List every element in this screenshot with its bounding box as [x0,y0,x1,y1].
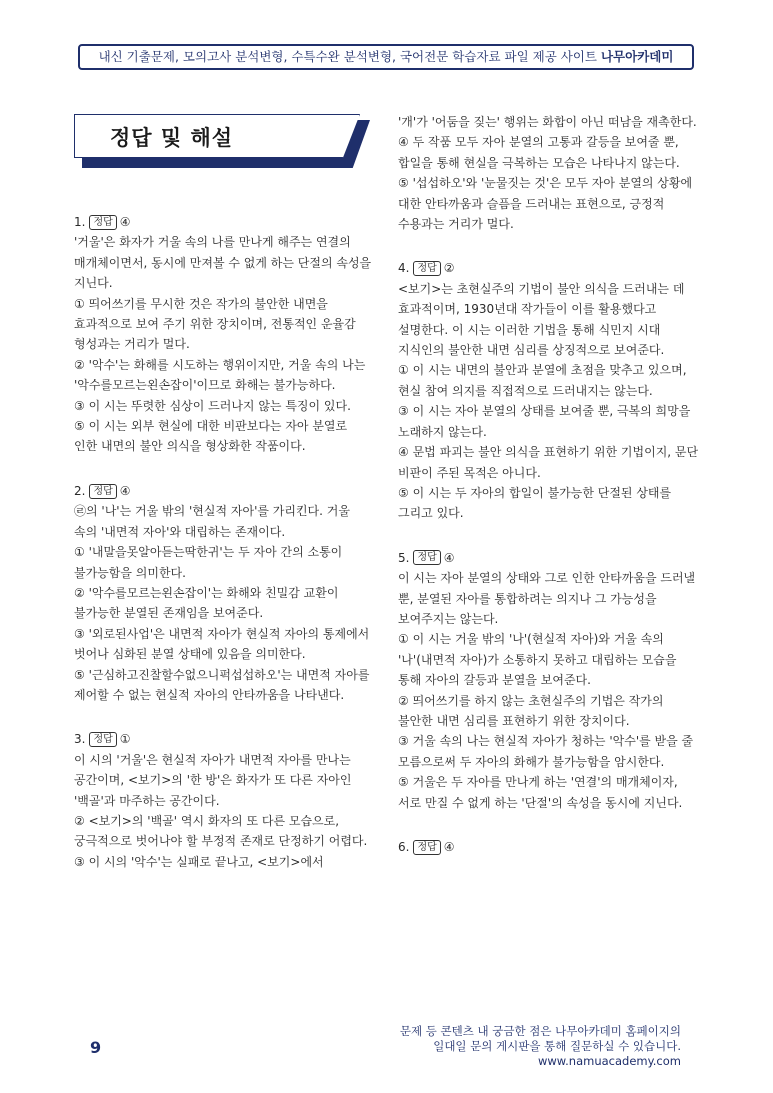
right-column [398,112,700,857]
explanation-line: ① '내말을못알아듣는딱한귀'는 두 자아 간의 소통이 불가능함을 의미한다. [74,545,343,580]
explanation-line: ㉣의 '나'는 거울 밖의 '현실적 자아'를 가리킨다. 거울 속의 '내면적 자아'와 대립하는 존재이다. [74,504,350,539]
question-number: 4. [398,261,410,276]
explanation-line: '개'가 '어둠을 짖는' 행위는 화합이 아닌 떠남을 재촉한다. [398,115,697,129]
explanation-line: ① 띄어쓰기를 무시한 것은 작가의 불안한 내면을 효과적으로 보여 주기 위한 장치이며, 전통적인 운율감 형성과는 거리가 멀다. [74,296,356,352]
explanation-line: ① 이 시는 거울 밖의 '나'(현실적 자아)와 거울 속의 '나'(내면적 자아)가 소통하지 못하고 대립하는 모습을 통해 자아의 갈등과 분열을 보여준다. [398,632,677,688]
section-title: 정답 및 해설 [110,126,234,150]
answer-header-5 [398,548,700,568]
answer-value: ④ [119,483,131,498]
answer-header-4 [398,258,700,278]
explanation-line: ② '악수를모르는왼손잡이'는 화해와 친밀감 교환이 불가능한 분열된 존재임을 보여준다. [74,585,339,621]
question-number: 3. [74,732,86,747]
top-banner [78,44,694,70]
answer-badge: 정답 [89,215,116,230]
question-number: 5. [398,550,410,565]
explanation-line: 이 시는 자아 분열의 상태와 그로 인한 안타까움을 드러낼 뿐, 분열된 자아를 통합하려는 의지나 그 가능성을 보여주지는 않는다. [398,571,696,626]
answer-badge: 정답 [413,550,440,565]
answer-header-1 [74,212,372,232]
explanation-line: ⑤ 이 시는 두 자아의 합일이 불가능한 단절된 상태를 그리고 있다. [398,485,672,521]
answer-value: ④ [443,550,455,565]
explanation-line: 이 시의 '거울'은 현실적 자아가 내면적 자아를 만나는 공간이며, <보기>의 '한 방'은 화자가 또 다른 자아인 '백골'과 마주하는 공간이다. [74,752,352,808]
explanation-line: ① 이 시는 내면의 불안과 분열에 초점을 맞추고 있으며, 현실 참여 의지를 직접적으로 드러내지는 않는다. [398,363,687,398]
page-number: 9 [90,1038,102,1057]
explanation-line: ⑤ 거울은 두 자아를 만나게 하는 '연결'의 매개체이자, 서로 만질 수 없게 하는 '단절'의 속성을 동시에 지닌다. [398,775,683,810]
section-title-box [74,114,370,168]
explanation-line: ② <보기>의 '백골' 역시 화자의 또 다른 모습으로, 궁극적으로 벗어나야 할 부정적 존재로 단정하기 어렵다. [74,813,368,849]
explanation-line: ② 띄어쓰기를 하지 않는 초현실주의 기법은 작가의 불안한 내면 심리를 표현하기 위한 장치이다. [398,693,664,728]
explanation-line: ③ 이 시는 뚜렷한 심상이 드러나지 않는 특징이 있다. [74,398,351,413]
explanation-line: <보기>는 초현실주의 기법이 불안 의식을 드러내는 데 효과적이며, 1930년대 작가들이 이를 활용했다고 설명한다. 이 시는 이러한 기법을 통해 식민지 시대 지식인의 불안한 내면 심리를 상징적으로 보여준다. [398,281,685,358]
question-number: 6. [398,840,410,854]
answer-header-2 [74,481,372,501]
answer-badge: 정답 [413,840,440,855]
answer-value: ① [119,732,131,747]
answer-header-3 [74,729,372,749]
answer-value: ④ [119,215,131,229]
explanation-line: ③ 거울 속의 나는 현실적 자아가 청하는 '악수'를 받을 줄 모름으로써 두 자아의 화해가 불가능함을 암시한다. [398,734,694,769]
explanation-line: ② '악수'는 화해를 시도하는 행위이지만, 거울 속의 나는 '악수를모르는왼손잡이'이므로 화해는 불가능하다. [74,357,366,393]
answer-badge: 정답 [89,732,116,747]
answer-value: ② [443,261,455,276]
question-number: 2. [74,483,86,498]
banner-text: 내신 기출문제, 모의고사 분석변형, 수특수완 분석변형, 국어전문 학습자료 파일 제공 사이트 [98,49,601,64]
explanation-line: ⑤ 이 시는 외부 현실에 대한 비판보다는 자아 분열로 인한 내면의 불안 의식을 형상화한 작품이다. [74,419,348,454]
explanation-line: ③ '외로된사업'은 내면적 자아가 현실적 자아의 통제에서 벗어나 심화된 분열 상태에 있음을 의미한다. [74,626,370,662]
answer-header-6 [398,837,700,857]
footer-line-1: 문제 등 콘텐츠 내 궁금한 점은 나무아카데미 홈페이지의 [399,1024,681,1038]
answer-badge: 정답 [89,484,116,499]
explanation-line: ④ 두 작품 모두 자아 분열의 고통과 갈등을 보여줄 뿐, 합일을 통해 현실을 극복하는 모습은 나타나지 않는다. [398,135,680,170]
footer-notice [400,1024,681,1069]
footer-line-2: 일대일 문의 게시판을 통해 질문하실 수 있습니다. [433,1039,681,1053]
explanation-line: ③ 이 시는 자아 분열의 상태를 보여줄 뿐, 극복의 희망을 노래하지 않는다. [398,404,691,439]
explanation-line: '거울'은 화자가 거울 속의 나를 만나게 해주는 연결의 매개체이면서, 동시에 만져볼 수 없게 하는 단절의 속성을 지닌다. [74,235,372,291]
answer-badge: 정답 [413,261,440,276]
question-number: 1. [74,215,86,229]
explanation-line: ④ 문법 파괴는 불안 의식을 표현하기 위한 기법이지, 문단 비판이 주된 목적은 아니다. [398,445,699,480]
answer-value: ④ [443,840,455,854]
explanation-line: ③ 이 시의 '악수'는 실패로 끝나고, <보기>에서 [74,854,324,869]
explanation-line: ⑤ '근심하고진찰할수없으니퍽섭섭하오'는 내면적 자아를 제어할 수 없는 현실적 자아의 안타까움을 나타낸다. [74,667,370,702]
footer-url[interactable]: www.namuacademy.com [537,1054,681,1068]
explanation-line: ⑤ '섭섭하오'와 '눈물짓는 것'은 모두 자아 분열의 상황에 대한 안타까움과 슬픔을 드러내는 표현으로, 긍정적 수용과는 거리가 멀다. [398,176,693,232]
left-column [74,212,372,872]
banner-brand: 나무아카데미 [600,49,674,64]
